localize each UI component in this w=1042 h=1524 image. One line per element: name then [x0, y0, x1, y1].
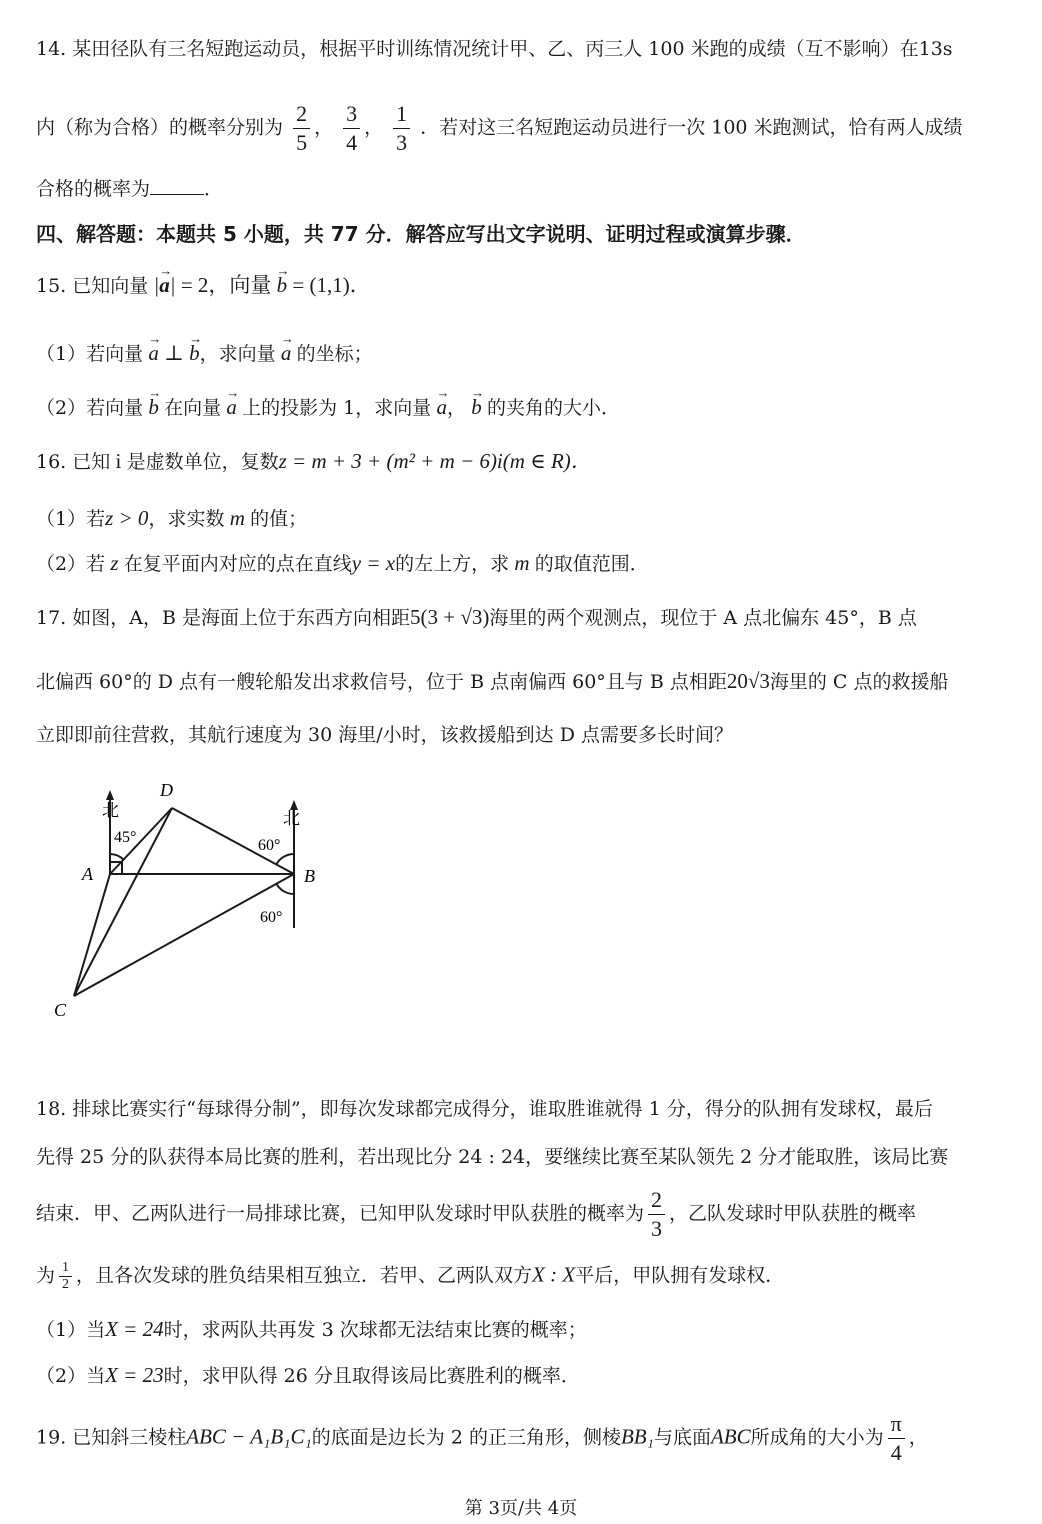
q15-stem-pre: 15. 已知向量 — [36, 275, 149, 297]
q17-l3: 立即即前往营救，其航行速度为 30 海里/小时，该救援船到达 D 点需要多长时间？ — [36, 724, 733, 746]
q17-distance-ab: 5(3 + √3) — [409, 605, 490, 629]
q17-l1-post: 海里的两个观测点，现位于 A 点北偏东 45°，B 点 — [489, 607, 917, 629]
q16-p2-pre: （2）若 — [36, 553, 106, 575]
q15-part2: （2）若向量 → b 在向量 → a 上的投影为 1，求向量 → a， → b 的夹角的大小． — [36, 394, 1012, 421]
imaginary-unit: i — [110, 449, 127, 473]
q16-p1-cond: z > 0 — [105, 506, 149, 530]
q17-line2 — [36, 668, 1012, 695]
q14-text3: 合格的概率为 — [36, 178, 151, 200]
q17-distance-bc: 20√3 — [726, 669, 770, 693]
label-angle-45: 45° — [114, 829, 137, 846]
q19-end: ， — [908, 1426, 928, 1449]
frac-den: 3 — [396, 130, 408, 155]
q14-text2-post: ．若对这三名短跑运动员进行一次 100 米跑测试，恰有两人成绩 — [420, 116, 963, 139]
q17-l2-pre: 北偏西 60°的 D 点有一艘轮船发出求救信号，位于 B 点南偏西 60°且与 B 点相距 — [36, 671, 727, 693]
q18-l2: 先得 25 分的队获得本局比赛的胜利，若出现比分 24 : 24，要继续比赛至某队领先 2 分才能取胜，该局比赛 — [36, 1146, 949, 1168]
q17-l2-post: 海里的 C 点的救援船 — [769, 671, 949, 693]
q17-figure — [40, 770, 340, 1030]
q14-line3: 合格的概率为 ． — [36, 178, 224, 200]
q18-l4-end: 平后，甲队拥有发球权． — [575, 1264, 785, 1287]
q18-l3-pre: 结束．甲、乙两队进行一局排球比赛，已知甲队发球时甲队获胜的概率为 — [36, 1202, 645, 1225]
q18-p2-x: X = 23 — [105, 1363, 164, 1387]
q18-score-expr: X : X — [532, 1262, 576, 1287]
section-heading: 四、解答题：本题共 5 小题，共 77 分．解答应写出文字说明、证明过程或演算步骤． — [36, 222, 806, 246]
q19-prism: ABC − A₁B₁C₁ — [186, 1424, 312, 1449]
q18-p2-pre: （2）当 — [36, 1365, 106, 1387]
q18-part2 — [36, 1362, 1012, 1389]
segment-ac — [74, 874, 110, 996]
label-point-a: A — [82, 864, 93, 884]
q18-line4 — [36, 1260, 1012, 1293]
q18-line3 — [36, 1186, 1012, 1243]
north-arrow-a-icon — [106, 790, 114, 800]
frac-num: 1 — [393, 100, 410, 129]
vector-a-norm: |→ a| — [148, 273, 181, 297]
vector-b: → b — [271, 273, 292, 297]
label-north-b: 北 — [283, 809, 300, 828]
q16-p2-post: 的左上方，求 — [395, 553, 510, 575]
q18-p1-post: 时，求两队共再发 3 次球都无法结束比赛的概率； — [163, 1319, 587, 1341]
label-angle-60-top: 60° — [258, 837, 281, 854]
q17-line1 — [36, 604, 1012, 631]
q15-p1-end: 的坐标； — [296, 343, 373, 365]
frac-den: 3 — [651, 1216, 663, 1241]
q16-p2-line: y = x — [351, 551, 396, 575]
q17-line3 — [36, 722, 1012, 748]
frac-num: 2 — [648, 1186, 665, 1215]
q15-p1-pre: （1）若向量 — [36, 343, 144, 365]
frac-den: 5 — [296, 130, 308, 155]
frac-num: 1 — [59, 1260, 72, 1277]
q19-mid: 的底面是边长为 2 的正三角形，侧棱 — [311, 1426, 621, 1449]
q17-l1-pre: 17. 如图，A，B 是海面上位于东西方向相距 — [36, 607, 410, 629]
q18-l1: 18. 排球比赛实行“每球得分制”，即每次发球都完成得分，谁取胜谁就得 1 分，得分的队拥有发球权，最后 — [36, 1098, 933, 1120]
q15-p2-mid2: 上的投影为 1，求向量 — [242, 397, 432, 419]
q15-p2-mid: 在向量 — [164, 397, 222, 419]
q18-fraction-1-2 — [59, 1260, 72, 1293]
q18-l4-pre: 为 — [36, 1264, 56, 1287]
label-angle-60-bottom: 60° — [260, 909, 283, 926]
q18-l4-post: ，且各次发球的胜负结果相互独立．若甲、乙两队双方 — [76, 1264, 533, 1287]
q14-line2: 内（称为合格）的概率分别为 $\frac{2}{5}$ ， $\frac{3}{4}$ ， $\frac{1}{3}$ ．若对这三名短跑运动员进行一次 100 米跑测试，恰有两人成绩 — [36, 101, 963, 155]
q18-p2-post: 时，求甲队得 26 分且取得该局比赛胜利的概率． — [163, 1365, 580, 1387]
q16-p2-mid: 在复平面内对应的点在直线 — [123, 553, 352, 575]
q16-p1-end: 的值； — [250, 508, 308, 530]
q16-p1-post: ，求实数 — [148, 508, 225, 530]
q19-post: 所成角的大小为 — [750, 1426, 884, 1449]
q15-p1-post: ，求向量 — [199, 343, 276, 365]
q14-fraction-1 — [293, 100, 310, 157]
q16-stem — [36, 448, 1012, 475]
vector-b: → b — [143, 395, 164, 419]
frac-num: 2 — [293, 100, 310, 129]
q18-p1-pre: （1）当 — [36, 1319, 106, 1341]
answer-blank — [150, 176, 204, 195]
q18-line1 — [36, 1096, 1012, 1122]
frac-num: 3 — [343, 100, 360, 129]
label-point-b: B — [304, 866, 315, 886]
frac-den: 4 — [890, 1440, 902, 1465]
q19-base: ABC — [710, 1424, 751, 1449]
q15-stem-mid: = 2，向量 — [180, 273, 272, 297]
label-point-d: D — [160, 780, 173, 800]
q18-fraction-2-3 — [648, 1186, 665, 1243]
vector-a: → a — [276, 341, 297, 365]
q15-p2-end: 的夹角的大小． — [487, 397, 621, 419]
q16-formula: z = m + 3 + (m² + m − 6)i(m ∈ R)． — [278, 449, 592, 473]
q16-part2 — [36, 550, 1012, 577]
q19-edge: BB₁ — [620, 1424, 654, 1449]
q19-fraction-pi-4 — [888, 1410, 905, 1467]
q16-stem-pre: 16. 已知 — [36, 451, 111, 473]
q16-p1-pre: （1）若 — [36, 508, 106, 530]
q14-fraction-3 — [393, 100, 410, 157]
page-footer: 第 3页/共 4页 — [464, 1498, 578, 1519]
q18-line2 — [36, 1144, 1012, 1170]
q14-line1 — [36, 36, 1012, 62]
q18-part1 — [36, 1316, 1012, 1343]
label-point-c: C — [54, 1000, 67, 1020]
frac-num: π — [888, 1410, 905, 1439]
vector-b: → b — [466, 395, 487, 419]
q16-part1 — [36, 505, 1012, 532]
q19-line1 — [36, 1410, 1012, 1467]
var-z: z — [105, 551, 124, 575]
var-m: m — [224, 506, 251, 530]
q18-l3-post: ，乙队发球时甲队获胜的概率 — [669, 1202, 917, 1225]
vector-a: → a — [221, 395, 242, 419]
q15-part1 — [36, 340, 1012, 367]
q16-stem-mid: 是虚数单位，复数 — [126, 451, 279, 473]
angle-arc-a — [110, 854, 124, 860]
angle-arc-b-top — [276, 854, 294, 865]
var-m: m — [509, 551, 535, 575]
frac-den: 2 — [62, 1277, 70, 1292]
q16-p2-end: 的取值范围． — [534, 553, 649, 575]
q15-stem — [36, 272, 1012, 299]
q15-p2-pre: （2）若向量 — [36, 397, 144, 419]
q19-pre: 19. 已知斜三棱柱 — [36, 1426, 187, 1449]
q14-text1: 14. 某田径队有三名短跑运动员，根据平时训练情况统计甲、乙、丙三人 100 米跑的成绩（互不影响）在13s — [36, 38, 953, 60]
q18-p1-x: X = 24 — [105, 1317, 164, 1341]
q15-stem-val: = (1,1)． — [292, 273, 371, 297]
q14-fraction-2 — [343, 100, 360, 157]
vector-a: → a — [431, 395, 447, 419]
segment-bc — [74, 874, 294, 996]
perp-expression: → a ⊥ → b — [143, 341, 200, 365]
q14-text2-pre: 内（称为合格）的概率分别为 — [36, 116, 284, 139]
angle-arc-b-bottom — [276, 883, 294, 894]
q19-mid2: 与底面 — [653, 1426, 711, 1449]
label-north-a: 北 — [102, 801, 119, 820]
frac-den: 4 — [346, 130, 358, 155]
